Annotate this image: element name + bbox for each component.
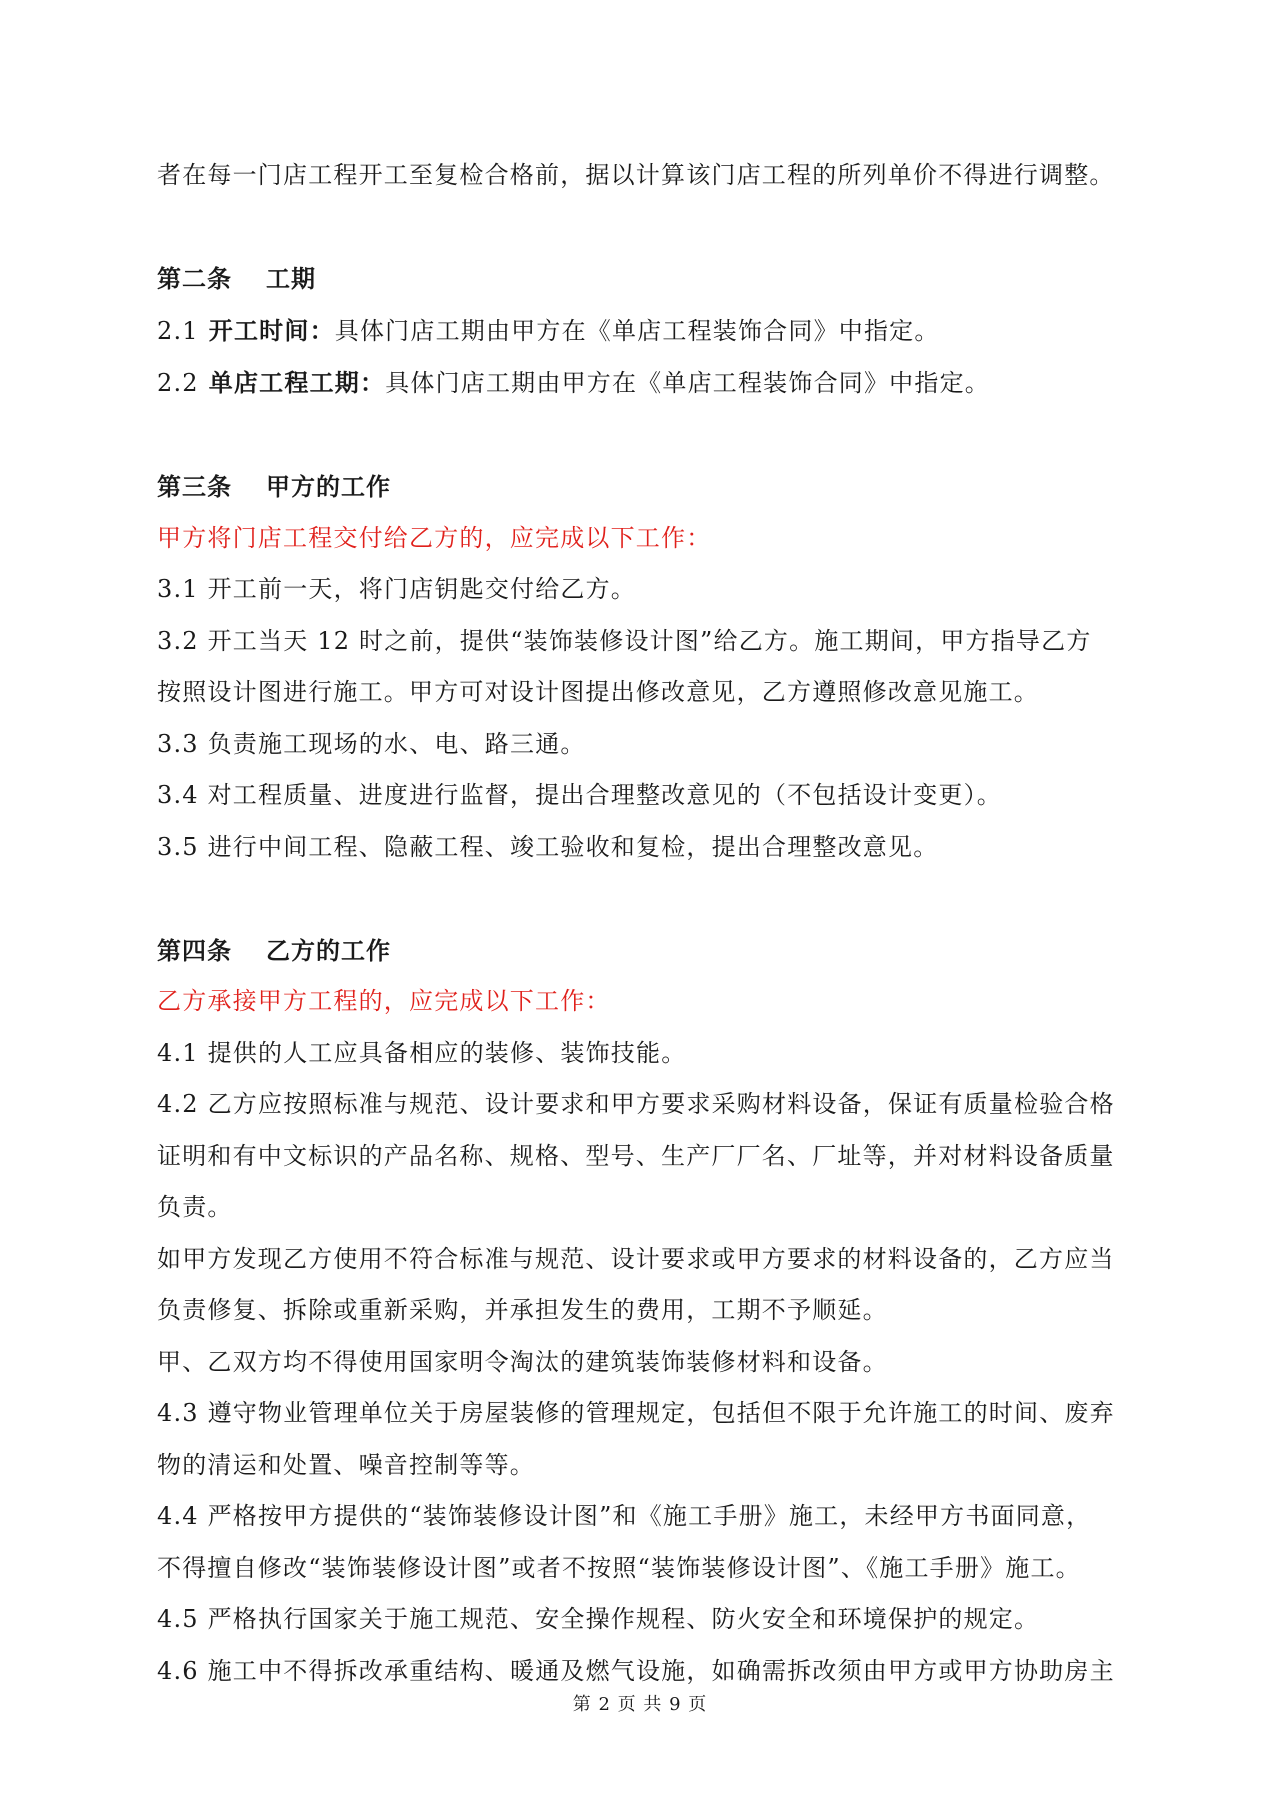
article-2-item-2 <box>157 357 1132 410</box>
page-footer: 第 2 页 共 9 页 <box>572 1694 708 1715</box>
item-text: 具体门店工期由甲方在《单店工程装饰合同》中指定。 <box>334 316 940 345</box>
spacer <box>157 202 1132 254</box>
article-4-number: 第四条 <box>157 935 232 965</box>
article-4-line: 4.3 遵守物业管理单位关于房屋装修的管理规定，包括但不限于允许施工的时间、废弃 <box>157 1399 1115 1427</box>
item-text: 具体门店工期由甲方在《单店工程装饰合同》中指定。 <box>385 369 990 397</box>
item-number: 2.2 <box>157 369 199 397</box>
article-4-title: 乙方的工作 <box>266 935 391 965</box>
article-3-number: 第三条 <box>157 472 232 501</box>
article-4-line: 证明和有中文标识的产品名称、规格、型号、生产厂厂名、厂址等，并对材料设备质量 <box>157 1141 1115 1170</box>
article-3-line: 按照设计图进行施工。甲方可对设计图提出修改意见，乙方遵照修改意见施工。 <box>157 678 1039 706</box>
item-label: 开工时间： <box>208 315 335 345</box>
article-4-line: 4.2 乙方应按照标准与规范、设计要求和甲方要求采购材料设备，保证有质量检验合格 <box>157 1090 1115 1118</box>
article-2-title: 工期 <box>266 264 316 293</box>
spacer <box>157 873 1132 925</box>
article-4-line: 负责。 <box>157 1193 233 1221</box>
article-2-item-1 <box>157 305 1132 358</box>
article-4-line: 甲、乙双方均不得使用国家明令淘汰的建筑装饰装修材料和设备。 <box>157 1347 888 1376</box>
article-3-lead: 甲方将门店工程交付给乙方的，应完成以下工作： <box>157 523 712 552</box>
document-body <box>157 150 1132 1697</box>
article-4-line: 4.6 施工中不得拆改承重结构、暖通及燃气设施，如确需拆改须由甲方或甲方协助房主 <box>157 1656 1115 1685</box>
article-4-lead: 乙方承接甲方工程的，应完成以下工作： <box>157 987 611 1015</box>
article-2-number: 第二条 <box>157 264 232 293</box>
spacer <box>157 410 1132 462</box>
article-3-title: 甲方的工作 <box>266 472 391 501</box>
article-4-line: 不得擅自修改“装饰装修设计图”或者不按照“装饰装修设计图”、《施工手册》施工。 <box>157 1553 1081 1582</box>
article-3-line: 3.4 对工程质量、进度进行监督，提出合理整改意见的（不包括设计变更）。 <box>157 781 1002 809</box>
item-number: 2.1 <box>157 316 199 345</box>
article-4-line: 如甲方发现乙方使用不符合标准与规范、设计要求或甲方要求的材料设备的，乙方应当 <box>157 1244 1115 1273</box>
article-4-heading <box>157 925 1132 977</box>
article-4-line: 物的清运和处置、噪音控制等等。 <box>157 1450 535 1479</box>
article-2-heading <box>157 253 1132 305</box>
article-4-line: 4.1 提供的人工应具备相应的装修、装饰技能。 <box>157 1038 687 1067</box>
article-3-line: 3.1 开工前一天，将门店钥匙交付给乙方。 <box>157 575 636 603</box>
article-3-line: 3.3 负责施工现场的水、电、路三通。 <box>157 729 586 758</box>
article-3-line: 3.5 进行中间工程、隐蔽工程、竣工验收和复检，提出合理整改意见。 <box>157 832 939 861</box>
item-label: 单店工程工期： <box>208 368 386 397</box>
article-4-line: 负责修复、拆除或重新采购，并承担发生的费用，工期不予顺延。 <box>157 1296 888 1324</box>
article-4-line: 4.5 严格执行国家关于施工规范、安全操作规程、防火安全和环境保护的规定。 <box>157 1605 1040 1633</box>
intro-line: 者在每一门店工程开工至复检合格前，据以计算该门店工程的所列单价不得进行调整。 <box>157 161 1115 189</box>
article-3-heading <box>157 461 1132 513</box>
article-3-line: 3.2 开工当天 12 时之前，提供“装饰装修设计图”给乙方。施工期间，甲方指导乙方 <box>157 626 1092 655</box>
article-4-line: 4.4 严格按甲方提供的“装饰装修设计图”和《施工手册》施工，未经甲方书面同意， <box>157 1502 1092 1530</box>
